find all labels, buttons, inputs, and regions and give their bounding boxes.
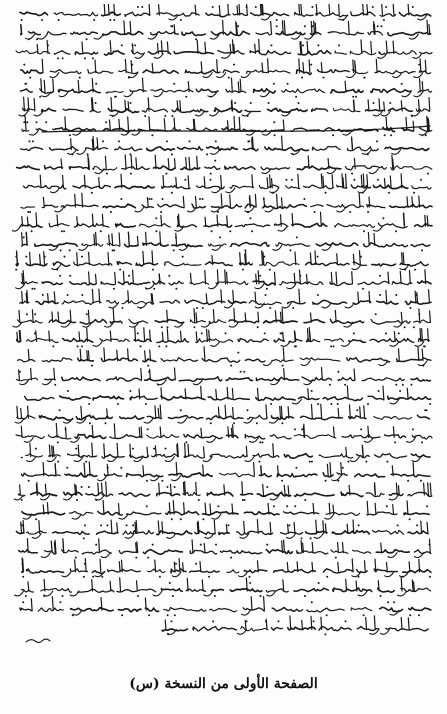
- manuscript-line: [22, 462, 431, 482]
- manuscript-line: [20, 289, 431, 309]
- manuscript-line: [21, 193, 432, 213]
- manuscript-line: [20, 4, 431, 21]
- manuscript-line: [17, 155, 432, 175]
- manuscript-line: [17, 328, 430, 348]
- page-caption: الصفحة الأولى من النسخة (س): [129, 676, 318, 692]
- manuscript-line: [15, 251, 428, 271]
- manuscript-line: [162, 616, 428, 636]
- manuscript-line: [21, 59, 431, 79]
- manuscript-line: [16, 368, 430, 386]
- manuscript-line: [21, 20, 431, 40]
- manuscript-image: [12, 4, 440, 654]
- manuscript-line: [18, 347, 431, 367]
- manuscript-line: [16, 520, 428, 540]
- manuscript-line: [21, 78, 432, 98]
- manuscript-line: [21, 136, 429, 155]
- manuscript-line: [22, 558, 432, 578]
- manuscript-line: [15, 577, 431, 597]
- manuscript-line: [20, 597, 431, 617]
- manuscript-line: [25, 386, 432, 405]
- manuscript-line: [16, 423, 432, 443]
- manuscript-line: [19, 539, 431, 559]
- manuscript-line: [22, 232, 430, 252]
- manuscript-line: [21, 443, 430, 463]
- manuscript-handwriting: [12, 4, 440, 654]
- manuscript-line: [19, 97, 430, 117]
- catchword: [26, 639, 50, 643]
- manuscript-line: [16, 270, 431, 290]
- manuscript-line: [22, 116, 432, 136]
- manuscript-line: [15, 404, 429, 424]
- manuscript-line: [16, 40, 432, 60]
- manuscript-line: [22, 500, 429, 520]
- manuscript-rule: [42, 126, 430, 132]
- manuscript-line: [13, 308, 431, 328]
- manuscript-line: [24, 174, 432, 194]
- manuscript-line: [12, 212, 432, 232]
- manuscript-line: [14, 482, 432, 501]
